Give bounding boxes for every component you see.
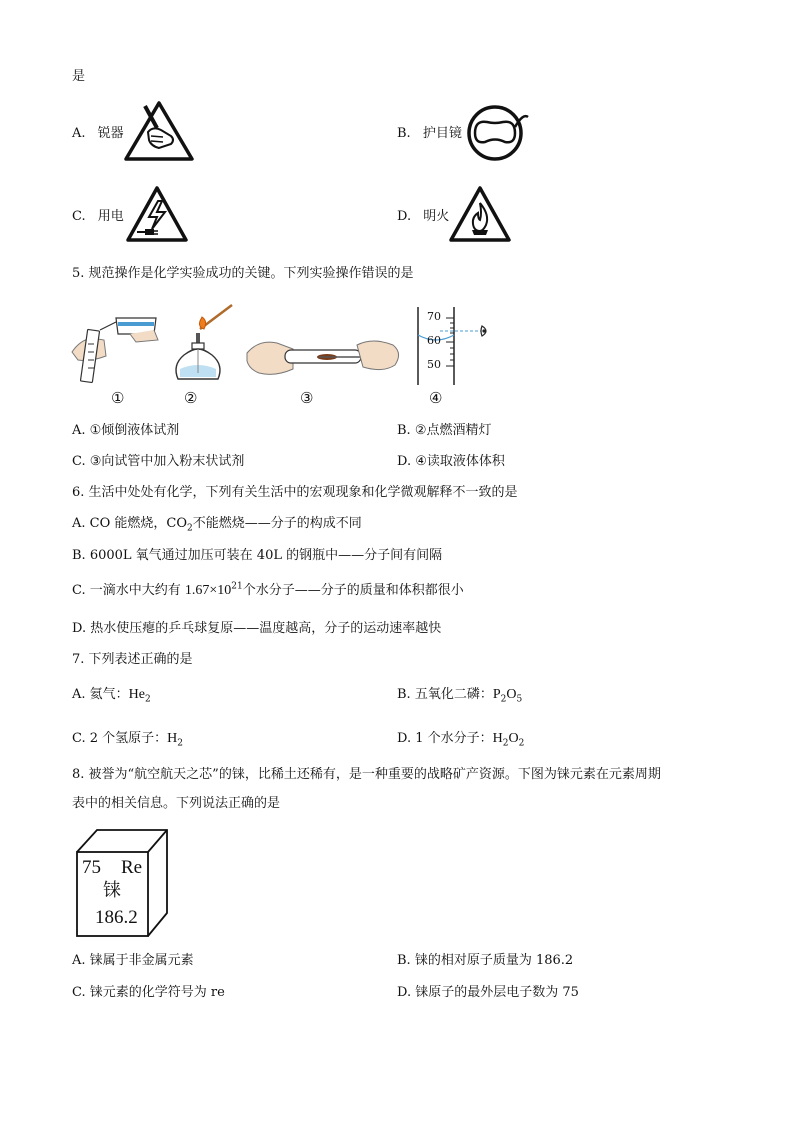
q5-option-b[interactable]: B. ②点燃酒精灯: [397, 423, 492, 438]
q4-option-b-letter: B.: [397, 126, 411, 141]
q8-option-d[interactable]: D. 铼原子的最外层电子数为 75: [397, 985, 579, 1000]
subscript: 2: [502, 738, 509, 749]
q7-option-a-label: A. 氦气：: [72, 687, 129, 702]
cylinder-tick-70: 70: [427, 310, 441, 323]
q7-option-a[interactable]: [72, 686, 151, 704]
q4-option-d-text: 明火: [423, 209, 450, 224]
cylinder-tick-60: 60: [427, 334, 441, 347]
q6-option-d[interactable]: D. 热水使压瘪的乒乓球复原——温度越高，分子的运动速率越快: [72, 621, 442, 636]
q6-option-c[interactable]: [72, 582, 464, 600]
q4-option-a-letter: A.: [72, 126, 86, 141]
figure-caption-2: ②: [184, 391, 198, 407]
powder-test-tube-figure: [245, 333, 405, 381]
q6-option-a-explanation: 不能燃烧——分子的构成不同: [192, 516, 362, 531]
q4-option-c-text: 用电: [97, 209, 124, 224]
q8-stem-line-2: 表中的相关信息。下列说法正确的是: [72, 796, 281, 811]
q8-option-a[interactable]: A. 铼属于非金属元素: [72, 953, 194, 968]
element-symbol: Re: [121, 857, 143, 878]
figure-caption-4: ④: [429, 391, 443, 407]
formula-o: O: [508, 731, 519, 746]
q4-option-b[interactable]: [397, 125, 462, 143]
figure-caption-3: ③: [300, 391, 314, 407]
q4-stem-tail: 是: [72, 69, 86, 84]
q4-option-c[interactable]: [72, 208, 124, 226]
q7-option-c[interactable]: [72, 730, 183, 748]
figure-caption-1: ①: [111, 391, 125, 407]
safety-goggles-icon: [465, 103, 531, 161]
q7-option-d-label: D. 1 个水分子：: [397, 731, 493, 746]
subscript: 2: [177, 738, 184, 749]
pouring-liquid-figure: [70, 300, 170, 386]
q6-option-c-explanation: 个水分子——分子的质量和体积都很小: [242, 583, 464, 598]
q6-option-a-text: A. CO 能燃烧，CO: [72, 516, 187, 531]
subscript: 2: [500, 694, 507, 705]
q4-option-a-text: 锐器: [97, 126, 124, 141]
q5-stem: 5. 规范操作是化学实验成功的关键。下列实验操作错误的是: [72, 266, 414, 281]
formula-h: H: [492, 731, 503, 746]
q8-option-b[interactable]: B. 铼的相对原子质量为 186.2: [397, 953, 574, 968]
q4-option-d-letter: D.: [397, 209, 412, 224]
open-flame-warning-icon: [448, 185, 512, 243]
q5-option-a[interactable]: A. ①倾倒液体试剂: [72, 423, 180, 438]
co2-subscript: 2: [187, 523, 193, 534]
formula-he: He: [128, 687, 145, 702]
q6-option-c-text: C. 一滴水中大约有: [72, 583, 181, 598]
q7-option-c-label: C. 2 个氢原子：: [72, 731, 168, 746]
q6-option-a[interactable]: [72, 515, 362, 533]
formula-h: H: [167, 731, 178, 746]
electricity-warning-icon: [125, 185, 189, 243]
q8-option-c[interactable]: C. 铼元素的化学符号为 re: [72, 985, 225, 1000]
sharp-object-warning-icon: [123, 100, 195, 162]
q5-option-c[interactable]: C. ③向试管中加入粉末状试剂: [72, 454, 245, 469]
subscript: 2: [144, 694, 151, 705]
scientific-number: 1.67×10: [184, 583, 232, 598]
subscript: 2: [518, 738, 525, 749]
q4-option-b-text: 护目镜: [422, 126, 462, 141]
exponent: 21: [231, 581, 243, 592]
q7-option-b-label: B. 五氧化二磷：: [397, 687, 493, 702]
element-atomic-mass: 186.2: [95, 907, 138, 928]
q4-option-d[interactable]: [397, 208, 449, 226]
q8-stem-line-1: 8. 被誉为“航空航天之芯”的铼，比稀土还稀有，是一种重要的战略矿产资源。下图为铼元素在元素周期: [72, 767, 661, 782]
q7-option-d[interactable]: [397, 730, 524, 748]
graduated-cylinder-figure: [410, 305, 500, 387]
cylinder-tick-50: 50: [427, 358, 441, 371]
subscript: 5: [516, 694, 523, 705]
element-atomic-number: 75: [82, 857, 101, 878]
q5-option-d[interactable]: D. ④读取液体体积: [397, 454, 505, 469]
q4-option-a[interactable]: [72, 125, 124, 143]
q7-stem: 7. 下列表述正确的是: [72, 652, 193, 667]
alcohol-lamp-figure: [170, 303, 240, 387]
q7-option-b[interactable]: [397, 686, 522, 704]
q4-option-c-letter: C.: [72, 209, 86, 224]
q6-option-b[interactable]: B. 6000L 氧气通过加压可装在 40L 的钢瓶中——分子间有间隔: [72, 548, 443, 563]
formula-o: O: [506, 687, 517, 702]
element-name: 铼: [103, 880, 121, 901]
formula-p: P: [492, 687, 501, 702]
q6-stem: 6. 生活中处处有化学，下列有关生活中的宏观现象和化学微观解释不一致的是: [72, 485, 518, 500]
